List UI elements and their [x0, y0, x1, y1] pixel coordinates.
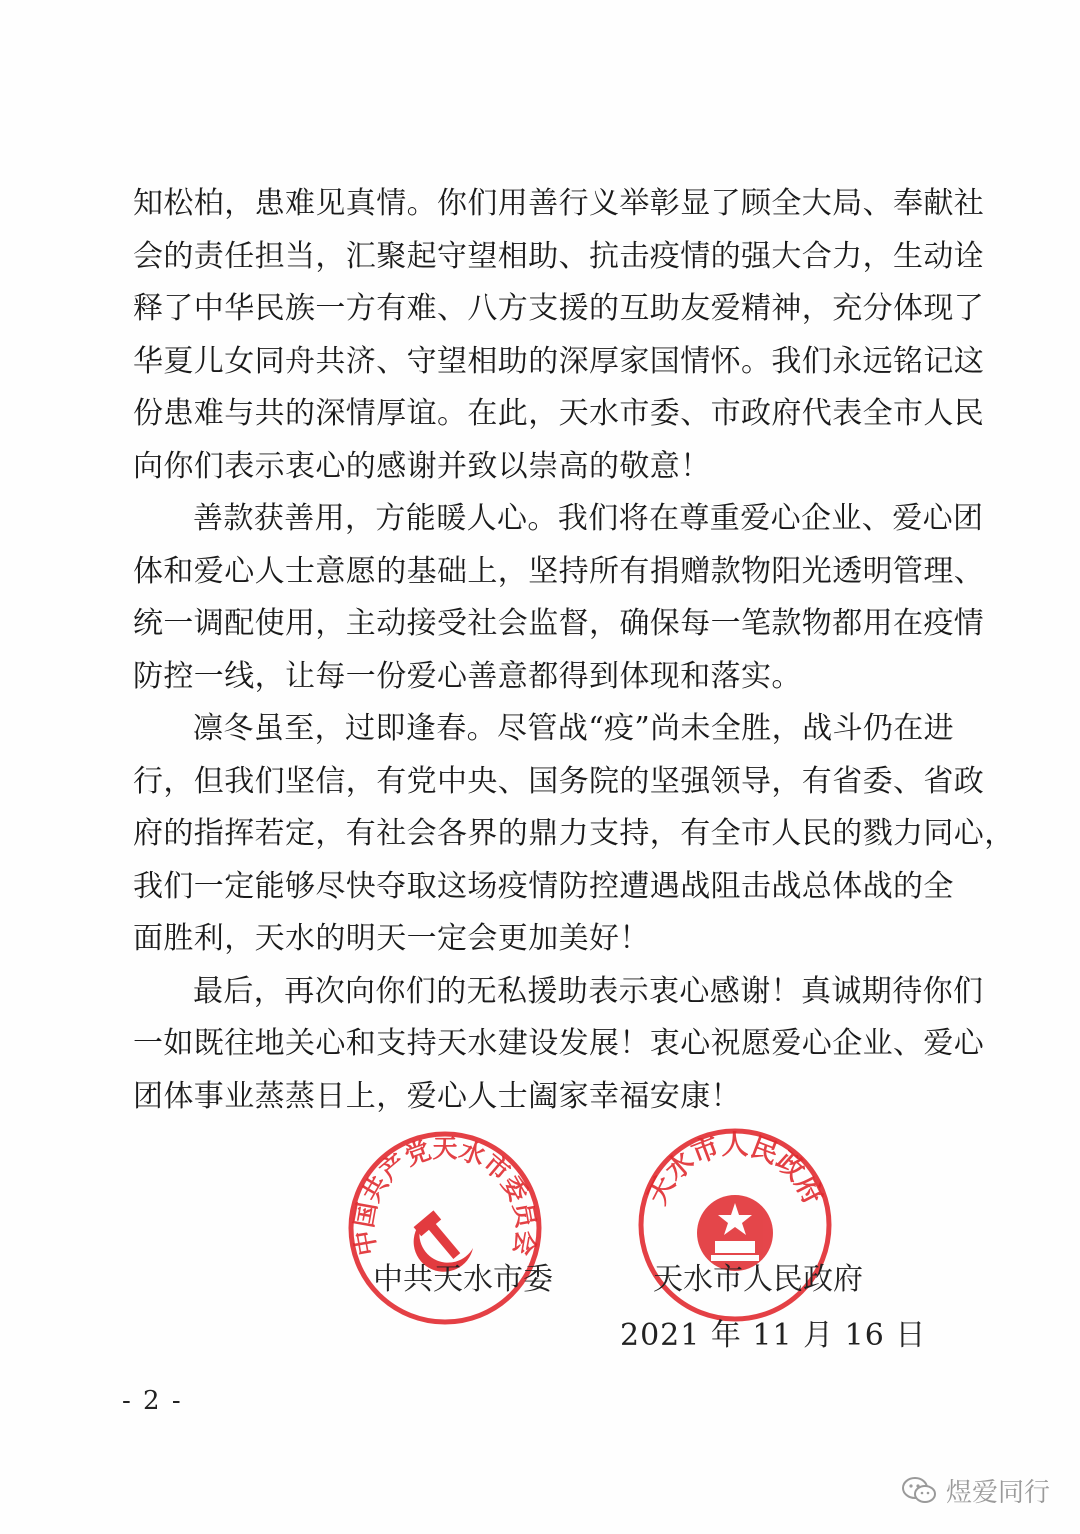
letter-line: 团体事业蒸蒸日上，爱心人士阖家幸福安康！ — [133, 1078, 741, 1114]
letter-line: 最后，再次向你们的无私援助表示衷心感谢！真诚期待你们 — [193, 973, 984, 1009]
letter-line: 凛冬虽至，过即逢春。尽管战“疫”尚未全胜，战斗仍在进 — [193, 711, 955, 746]
letter-line: 会的责任担当，汇聚起守望相助、抗击疫情的强大合力，生动诠 — [133, 238, 985, 274]
letter-line: 释了中华民族一方有难、八方支援的互助友爱精神，充分体现了 — [133, 291, 985, 326]
government-seal-text: 天水市人民政府 — [641, 1129, 829, 1210]
letter-line: 向你们表示衷心的感谢并致以崇高的敬意！ — [133, 448, 711, 484]
letter-line: 防控一线，让每一份爱心善意都得到体现和落实。 — [133, 658, 802, 694]
watermark-text: 煜爱同行 — [945, 1478, 1050, 1508]
signature-government: 天水市人民政府 — [653, 1262, 863, 1297]
letter-line: 华夏儿女同舟共济、守望相助的深厚家国情怀。我们永远铭记这 — [133, 343, 985, 379]
letter-date: 2021 年 11 月 16 日 — [620, 1318, 927, 1353]
letter-line: 一如既往地关心和支持天水建设发展！衷心祝愿爱心企业、爱心 — [133, 1026, 985, 1061]
letter-line: 统一调配使用，主动接受社会监督，确保每一笔款物都用在疫情 — [133, 606, 985, 641]
letter-line: 份患难与共的深情厚谊。在此，天水市委、市政府代表全市人民 — [133, 396, 985, 431]
letter-line: 我们一定能够尽快夺取这场疫情防控遭遇战阻击战总体战的全 — [133, 868, 954, 904]
letter-line: 面胜利，天水的明天一定会更加美好！ — [133, 921, 650, 956]
signature-party: 中共天水市委 — [373, 1262, 553, 1297]
party-seal-text: 中国共产党天水市委员会 — [349, 1134, 541, 1258]
national-emblem-icon — [697, 1195, 773, 1271]
wechat-icon — [902, 1476, 936, 1506]
letter-body — [133, 178, 1015, 1123]
party-committee-seal — [345, 1128, 545, 1328]
watermark — [902, 1472, 1050, 1509]
letter-line: 善款获善用，方能暖人心。我们将在尊重爱心企业、爱心团 — [193, 501, 984, 536]
letter-line: 知松柏，患难见真情。你们用善行义举彰显了顾全大局、奉献社 — [133, 186, 985, 221]
page-number: - 2 - — [122, 1386, 183, 1416]
letter-line: 体和爱心人士意愿的基础上，坚持所有捐赠款物阳光透明管理、 — [133, 553, 985, 589]
letter-line: 府的指挥若定，有社会各界的鼎力支持，有全市人民的戮力同心， — [133, 816, 1015, 851]
letter-line: 行，但我们坚信，有党中央、国务院的坚强领导，有省委、省政 — [133, 763, 985, 799]
